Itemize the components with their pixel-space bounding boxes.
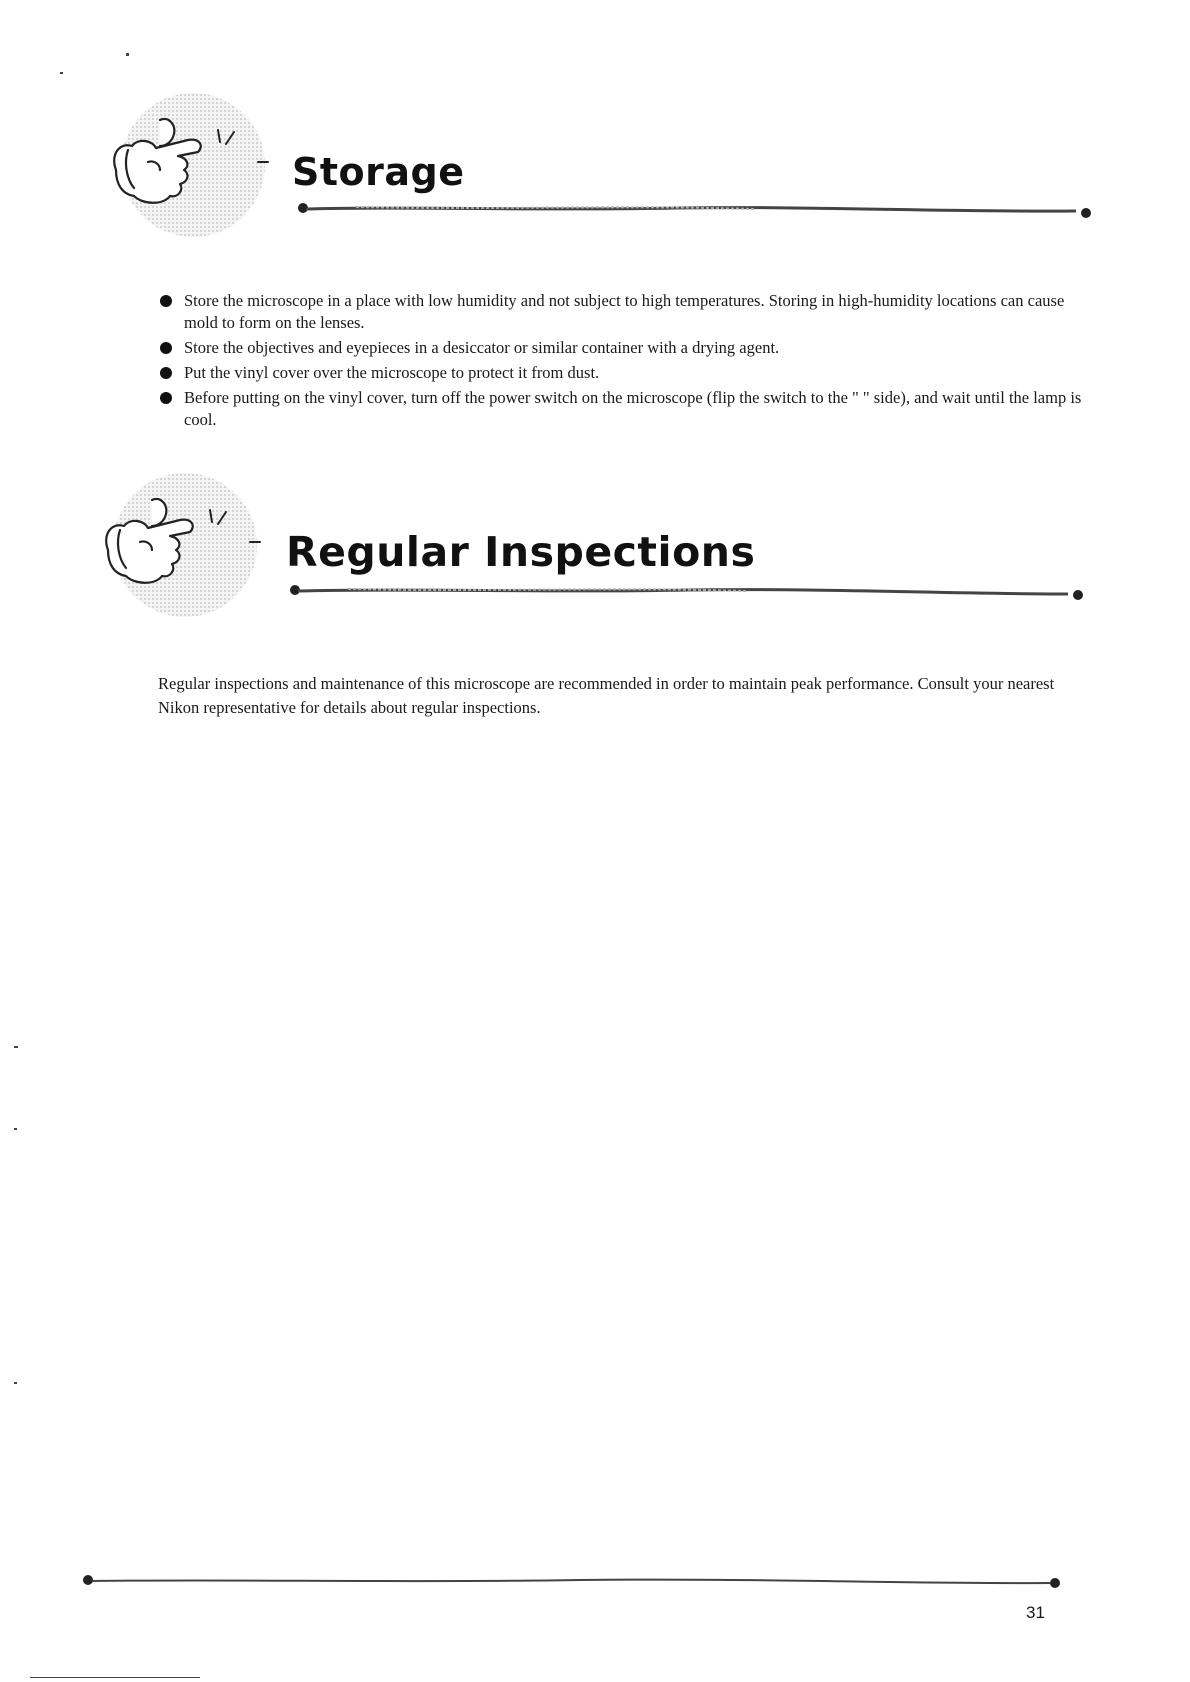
bullet-icon bbox=[160, 295, 172, 307]
storage-title: Storage bbox=[292, 150, 465, 194]
storage-bullet-text: Put the vinyl cover over the microscope to protect it from dust. bbox=[184, 363, 600, 382]
scan-mark bbox=[14, 1382, 17, 1384]
scan-mark bbox=[14, 1128, 17, 1130]
scan-mark bbox=[30, 1677, 200, 1678]
scan-mark bbox=[14, 1046, 18, 1048]
footer-rule bbox=[80, 1572, 1065, 1592]
storage-section-header bbox=[0, 90, 1190, 240]
inspections-title: Regular Inspections bbox=[286, 528, 756, 576]
bullet-icon bbox=[160, 342, 172, 354]
page-number: 31 bbox=[1026, 1603, 1045, 1622]
list-item bbox=[160, 290, 1090, 334]
bullet-icon bbox=[160, 367, 172, 379]
storage-bullet-list bbox=[160, 290, 1090, 434]
pointing-hand-icon bbox=[100, 470, 275, 620]
inspections-section-header bbox=[0, 470, 1190, 620]
scan-mark bbox=[126, 53, 129, 56]
inspections-title-rule bbox=[288, 582, 1088, 602]
rule-end-ornament-icon bbox=[1081, 208, 1091, 218]
rule-end-ornament-icon bbox=[1073, 590, 1083, 600]
list-item bbox=[160, 362, 1090, 384]
rule-end-ornament-icon bbox=[83, 1575, 93, 1585]
storage-bullet-text: Store the objectives and eyepieces in a desiccator or similar container with a drying agent. bbox=[184, 338, 780, 357]
rule-end-ornament-icon bbox=[1050, 1578, 1060, 1588]
storage-title-rule bbox=[296, 200, 1096, 220]
scan-mark bbox=[60, 72, 63, 74]
list-item bbox=[160, 387, 1090, 431]
storage-bullet-text: Store the microscope in a place with low humidity and not subject to high temperatures. Storing in high-humidity locations can cause mold to form on the lenses. bbox=[184, 291, 1065, 332]
storage-bullet-text: Before putting on the vinyl cover, turn off the power switch on the microscope (flip the switch to the " " side), and wait until the lamp is cool. bbox=[184, 388, 1082, 429]
list-item bbox=[160, 337, 1090, 359]
pointing-hand-icon bbox=[108, 90, 283, 240]
bullet-icon bbox=[160, 392, 172, 404]
inspections-paragraph: Regular inspections and maintenance of this microscope are recommended in order to maintain peak performance. Consult your nearest Nikon representative for details about regular inspections. bbox=[158, 674, 1055, 717]
